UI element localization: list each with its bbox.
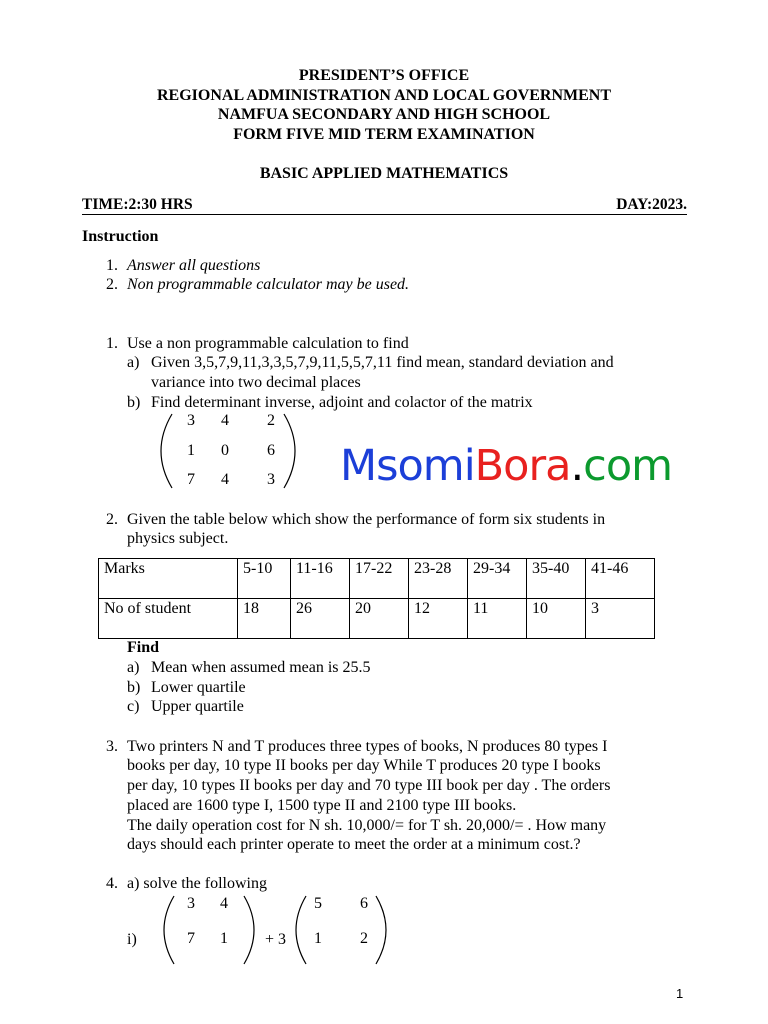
q1-matrix-cell: 3 (267, 471, 275, 488)
q1-matrix-cell: 7 (187, 471, 195, 488)
q1-matrix-cell: 6 (267, 442, 275, 459)
q1-matrix-cell: 4 (221, 412, 229, 429)
q3-line: days should each printer operate to meet the order at a minimum cost.? (127, 836, 581, 853)
table-cell: 11-16 (291, 559, 350, 599)
watermark-bora: Bora (474, 441, 571, 491)
q4-matrixB-cell: 1 (314, 930, 322, 947)
q2a-text: Mean when assumed mean is 25.5 (151, 659, 371, 676)
q3-number: 3. (106, 738, 118, 755)
performance-table (98, 558, 655, 639)
q2b-label: b) (127, 679, 141, 696)
table-cell: Marks (99, 559, 238, 599)
page-number: 1 (676, 986, 684, 1001)
table-cell: 3 (586, 599, 655, 639)
q2c-label: c) (127, 698, 140, 715)
table-cell: 10 (527, 599, 586, 639)
exam-day: DAY:2023. (616, 196, 687, 213)
q4-text: a) solve the following (127, 875, 267, 892)
q2b-text: Lower quartile (151, 679, 246, 696)
instruction-item-1: Answer all questions (127, 257, 261, 274)
q3-line: per day, 10 types II books per day and 70 type III book per day . The orders (127, 777, 611, 794)
q1a-line2: variance into two decimal places (151, 374, 361, 391)
q2-line1: Given the table below which show the performance of form six students in (127, 511, 606, 528)
table-cell: No of student (99, 599, 238, 639)
table-cell: 41-46 (586, 559, 655, 599)
q3-line: books per day, 10 type II books per day While T produces 20 type I books (127, 757, 601, 774)
q3-line: placed are 1600 type I, 1500 type II and 2100 type III books. (127, 797, 517, 814)
q1-matrix-cell: 4 (221, 471, 229, 488)
watermark-com: com (583, 441, 673, 491)
table-cell: 20 (350, 599, 409, 639)
instruction-num-2: 2. (106, 276, 118, 293)
header-exam: FORM FIVE MID TERM EXAMINATION (233, 126, 535, 143)
table-cell: 35-40 (527, 559, 586, 599)
table-cell: 17-22 (350, 559, 409, 599)
q1-matrix-cell: 0 (221, 442, 229, 459)
watermark-msomi: Msomi (340, 441, 475, 491)
q2-line2: physics subject. (127, 530, 229, 547)
q1a-label: a) (127, 354, 140, 371)
q4-matrixB-cell: 6 (360, 895, 368, 912)
instruction-num-1: 1. (106, 257, 118, 274)
q2-find: Find (127, 639, 160, 656)
subject-title: BASIC APPLIED MATHEMATICS (259, 165, 509, 182)
instruction-title: Instruction (82, 228, 159, 245)
table-cell: 18 (238, 599, 291, 639)
table-cell: 23-28 (409, 559, 468, 599)
table-cell: 11 (468, 599, 527, 639)
q4-matrixA-cell: 1 (220, 930, 228, 947)
q4-matrixB-cell: 5 (314, 895, 322, 912)
table-cell: 29-34 (468, 559, 527, 599)
watermark-dot: . (570, 441, 584, 491)
header-regional: REGIONAL ADMINISTRATION AND LOCAL GOVERNMENT (157, 87, 611, 104)
header-school: NAMFUA SECONDARY AND HIGH SCHOOL (217, 106, 551, 123)
q4-i-label: i) (127, 931, 137, 948)
q4-number: 4. (106, 875, 118, 892)
table-cell: 5-10 (238, 559, 291, 599)
q1-matrix-cell: 2 (267, 412, 275, 429)
instruction-item-2: Non programmable calculator may be used. (127, 276, 410, 293)
q1b-text: Find determinant inverse, adjoint and colactor of the matrix (151, 394, 533, 411)
q4-matrixA-cell: 4 (220, 895, 228, 912)
q3-line: Two printers N and T produces three types of books, N produces 80 types I (127, 738, 608, 755)
table-row (99, 559, 655, 599)
q2c-text: Upper quartile (151, 698, 244, 715)
q2a-label: a) (127, 659, 140, 676)
table-cell: 12 (409, 599, 468, 639)
header-office: PRESIDENT’S OFFICE (298, 67, 470, 84)
q1-matrix-cell: 1 (187, 442, 195, 459)
q1-number: 1. (106, 335, 118, 352)
table-cell: 26 (291, 599, 350, 639)
q4-plus-scalar: + 3 (265, 931, 287, 948)
q4-matrixA-cell: 7 (187, 930, 195, 947)
exam-time: TIME:2:30 HRS (82, 196, 193, 213)
q1-text: Use a non programmable calculation to find (127, 335, 409, 352)
msomibora-watermark (340, 440, 672, 492)
time-day-row (82, 196, 687, 215)
q3-line: The daily operation cost for N sh. 10,000/= for T sh. 20,000/= . How many (127, 817, 607, 834)
q1b-label: b) (127, 394, 141, 411)
q4-matrixB-cell: 2 (360, 930, 368, 947)
q1a-line1: Given 3,5,7,9,11,3,3,5,7,9,11,5,5,7,11 find mean, standard deviation and (151, 354, 614, 371)
q1-matrix-cell: 3 (187, 412, 195, 429)
q2-number: 2. (106, 511, 118, 528)
q4-matrixA-cell: 3 (187, 895, 195, 912)
table-row (99, 599, 655, 639)
